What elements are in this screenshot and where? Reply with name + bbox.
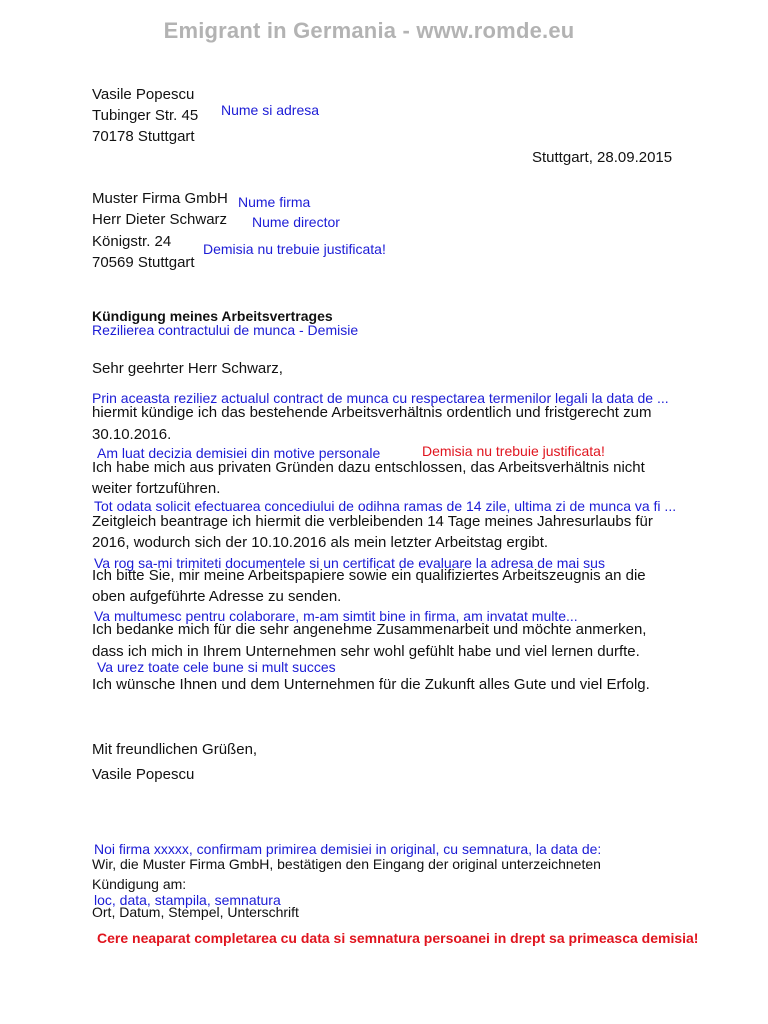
confirmation-de-line1: Wir, die Muster Firma GmbH, bestätigen den Eingang der original unterzeichneten [92,856,601,872]
sender-note: Nume si adresa [221,102,320,118]
paragraph-3-de-line1: Zeitgleich beantrage ich hiermit die verbleibenden 14 Tage meines Jahresurlaubs für [92,513,653,530]
recipient-city: 70569 Stuttgart [92,254,195,271]
confirmation-ro: Noi firma xxxxx, confirmam primirea demisiei in original, cu semnatura, la data de: [94,841,602,857]
paragraph-2-de-line1: Ich habe mich aus privaten Gründen dazu entschlossen, das Arbeitsverhältnis nicht [92,459,645,476]
paragraph-2-de-line2: weiter fortzuführen. [92,480,221,497]
paragraph-1-de-line1: hiermit kündige ich das bestehende Arbeitsverhältnis ordentlich und fristgerecht zum [92,404,652,421]
paragraph-1-ro: Prin aceasta reziliez actualul contract de munca cu respectarea termenilor legali la data de ... [92,390,669,406]
paragraph-3-ro: Tot odata solicit efectuarea concediului de odihna ramas de 14 zile, ultima zi de munca va fi ... [94,498,677,514]
paragraph-5-de-line2: dass ich mich in Ihrem Unternehmen sehr wohl gefühlt habe und viel lernen durfte. [92,643,640,660]
site-banner: Emigrant in Germania - www.romde.eu [163,18,575,43]
paragraph-6-de-line1: Ich wünsche Ihnen und dem Unternehmen für die Zukunft alles Gute und viel Erfolg. [92,676,650,693]
date-line: Stuttgart, 28.09.2015 [532,149,673,166]
sender-street: Tubinger Str. 45 [92,107,199,124]
confirmation-ro-line2: loc, data, stampila, semnatura [94,892,281,908]
paragraph-1-de-line2: 30.10.2016. [92,426,172,443]
sender-name: Vasile Popescu [92,86,195,103]
paragraph-6-ro: Va urez toate cele bune si mult succes [97,659,336,675]
paragraph-3-de-line2: 2016, wodurch sich der 10.10.2016 als mein letzter Arbeitstag ergibt. [92,534,549,551]
signature: Vasile Popescu [92,766,195,783]
recipient-company: Muster Firma GmbH [92,190,228,207]
salutation: Sehr geehrter Herr Schwarz, [92,360,283,377]
paragraph-2-ro: Am luat decizia demisiei din motive personale [97,445,381,461]
subject-de: Kündigung meines Arbeitsvertrages [92,308,333,324]
subject-ro: Rezilierea contractului de munca - Demisie [92,322,359,338]
paragraph-5-ro: Va multumesc pentru colaborare, m-am simtit bine in firma, am invatat multe... [94,608,578,624]
recipient-street: Königstr. 24 [92,233,172,250]
sender-city: 70178 Stuttgart [92,128,195,145]
confirmation-de-line3: Ort, Datum, Stempel, Unterschrift [92,904,299,920]
confirmation-de-line2: Kündigung am: [92,876,187,892]
paragraph-4-de-line2: oben aufgeführte Adresse zu senden. [92,588,342,605]
recipient-company-note: Nume firma [238,194,311,210]
closing: Mit freundlichen Grüßen, [92,741,258,758]
recipient-street-note: Demisia nu trebuie justificata! [203,241,386,257]
paragraph-2-note: Demisia nu trebuie justificata! [422,443,605,459]
recipient-person-note: Nume director [252,214,340,230]
warning-note: Cere neaparat completarea cu data si semnatura persoanei in drept sa primeasca demisia! [97,930,699,946]
paragraph-4-de-line1: Ich bitte Sie, mir meine Arbeitspapiere sowie ein qualifiziertes Arbeitszeugnis an die [92,567,646,584]
paragraph-5-de-line1: Ich bedanke mich für die sehr angenehme Zusammenarbeit und möchte anmerken, [92,621,647,638]
paragraph-4-ro: Va rog sa-mi trimiteti documentele si un certificat de evaluare la adresa de mai sus [94,555,605,571]
recipient-person: Herr Dieter Schwarz [92,211,228,228]
